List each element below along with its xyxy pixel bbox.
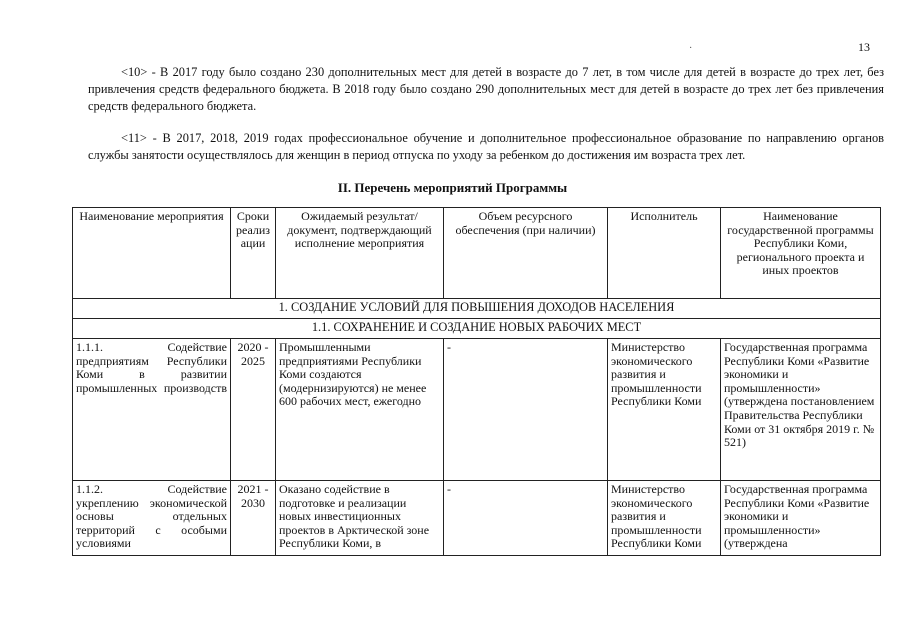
header-executor: Исполнитель <box>608 208 721 299</box>
subsection-row <box>73 319 881 339</box>
measure-result: Оказано содействие в подготовке и реализации новых инвестиционных проектов в Арктической зоне Республики Коми, в <box>276 481 444 556</box>
scan-mark: · <box>689 43 693 54</box>
program-measures-table <box>72 207 881 556</box>
measure-term: 2021 - 2030 <box>231 481 276 556</box>
header-resources: Объем ресурсного обеспечения (при наличии) <box>444 208 608 299</box>
footnote-10: <10> - В 2017 году было создано 230 дополнительных мест для детей в возрасте до 7 лет, в том числе для детей в возрасте до трех лет, без привлечения средств федерального бюджета. В 2018 году было создано 290 дополнительных мест для детей в возрасте до трех лет без привлечения средств федерального бюджета. <box>88 65 884 113</box>
header-term: Сроки реализ ации <box>231 208 276 299</box>
measure-result: Промышленными предприятиями Республики Коми создаются (модернизируются) не менее 600 рабочих мест, ежегодно <box>276 339 444 481</box>
table-row <box>73 481 881 556</box>
measure-resources: - <box>444 339 608 481</box>
measure-program: Государственная программа Республики Коми «Развитие экономики и промышленности» (утверждена постановлением Правительства Республики Коми от 31 октября 2019 г. № 521) <box>721 339 881 481</box>
section-1-title: 1. СОЗДАНИЕ УСЛОВИЙ ДЛЯ ПОВЫШЕНИЯ ДОХОДОВ НАСЕЛЕНИЯ <box>73 299 881 319</box>
measure-executor: Министерство экономического развития и промышленности Республики Коми <box>608 339 721 481</box>
table-header-row <box>73 208 881 299</box>
header-program-name: Наименование государственной программы Республики Коми, регионального проекта и иных проектов <box>721 208 881 299</box>
section-row <box>73 299 881 319</box>
table-row <box>73 339 881 481</box>
header-measure-name: Наименование мероприятия <box>73 208 231 299</box>
section-title: II. Перечень мероприятий Программы <box>337 180 568 195</box>
measure-executor: Министерство экономического развития и промышленности Республики Коми <box>608 481 721 556</box>
subsection-1-1-title: 1.1. СОХРАНЕНИЕ И СОЗДАНИЕ НОВЫХ РАБОЧИХ МЕСТ <box>73 319 881 339</box>
measure-name: 1.1.1. Содействие предприятиям Республики Коми в развитии промышленных производств <box>73 339 231 481</box>
page-number: 13 <box>858 40 870 54</box>
measure-term: 2020 - 2025 <box>231 339 276 481</box>
measure-resources: - <box>444 481 608 556</box>
header-expected-result: Ожидаемый результат/документ, подтверждающий исполнение мероприятия <box>276 208 444 299</box>
footnote-11: <11> - В 2017, 2018, 2019 годах профессиональное обучение и дополнительное профессиональное образование по направлению органов службы занятости осуществлялось для женщин в период отпуска по уходу за ребенком до достижения им возраста трех лет. <box>88 131 884 162</box>
measure-name: 1.1.2. Содействие укреплению экономической основы отдельных территорий с особыми условиями <box>73 481 231 556</box>
measure-program: Государственная программа Республики Коми «Развитие экономики и промышленности» (утверждена <box>721 481 881 556</box>
